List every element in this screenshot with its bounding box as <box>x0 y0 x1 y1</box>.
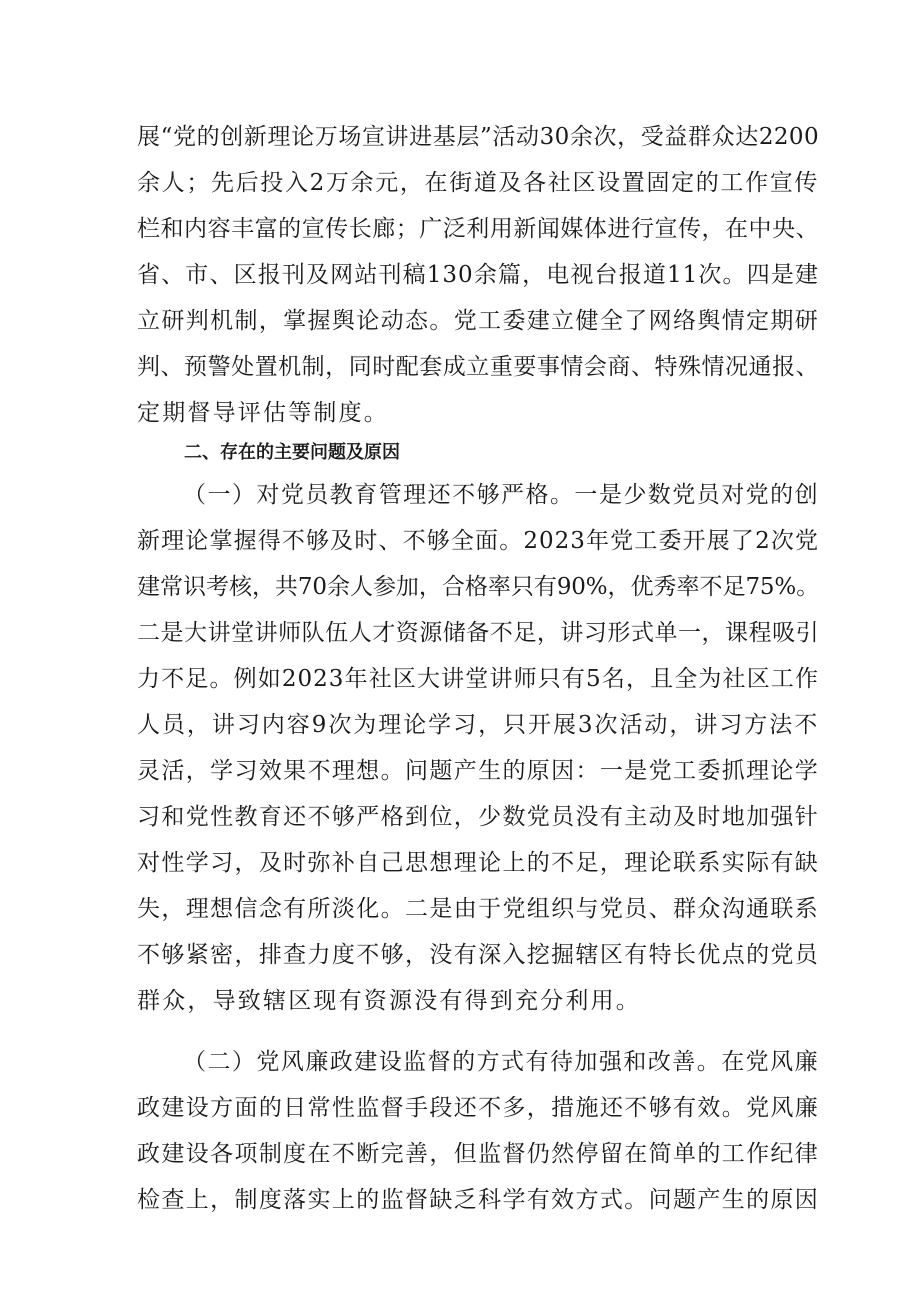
paragraph-2-line-3: 建常识考核，共70余人参加，合格率只有90%，优秀率不足75%。 <box>137 574 819 600</box>
paragraph-2-line-8: 习和党性教育还不够严格到位，少数党员没有主动及时地加强针 <box>137 804 819 830</box>
paragraph-1-line-7: 定期督导评估等制度。 <box>137 400 389 426</box>
paragraph-2-line-9: 对性学习，及时弥补自己思想理论上的不足，理论联系实际有缺 <box>137 850 819 876</box>
paragraph-1-line-1: 展“党的创新理论万场宣讲进基层”活动30余次，受益群众达2200 <box>137 124 819 150</box>
paragraph-2-line-2: 新理论掌握得不够及时、不够全面。2023年党工委开展了2次党 <box>137 528 819 554</box>
paragraph-2-line-10: 失，理想信念有所淡化。二是由于党组织与党员、群众沟通联系 <box>137 896 819 922</box>
paragraph-3-line-2: 政建设方面的日常性监督手段还不多，措施还不够有效。党风廉 <box>137 1095 819 1121</box>
paragraph-2-line-1: （一）对党员教育管理还不够严格。一是少数党员对党的创 <box>183 482 819 508</box>
paragraph-1-line-2: 余人；先后投入2万余元，在街道及各社区设置固定的工作宣传 <box>137 170 819 196</box>
paragraph-1-line-5: 立研判机制，掌握舆论动态。党工委建立健全了网络舆情定期研 <box>137 308 819 334</box>
paragraph-2-line-6: 人员，讲习内容9次为理论学习，只开展3次活动，讲习方法不 <box>137 712 819 738</box>
paragraph-1 <box>137 114 819 436</box>
paragraph-2-line-7: 灵活，学习效果不理想。问题产生的原因：一是党工委抓理论学 <box>137 758 819 784</box>
paragraph-2-line-5: 力不足。例如2023年社区大讲堂讲师只有5名，且全为社区工作 <box>137 666 819 692</box>
paragraph-2-line-4: 二是大讲堂讲师队伍人才资源储备不足，讲习形式单一，课程吸引 <box>137 620 819 646</box>
paragraph-2-line-12: 群众，导致辖区现有资源没有得到充分利用。 <box>137 988 641 1014</box>
paragraph-2-line-11: 不够紧密，排查力度不够，没有深入挖掘辖区有特长优点的党员 <box>137 942 819 968</box>
paragraph-3-line-1: （二）党风廉政建设监督的方式有待加强和改善。在党风廉 <box>183 1049 819 1075</box>
paragraph-3-line-3: 政建设各项制度在不断完善，但监督仍然停留在简单的工作纪律 <box>137 1141 819 1167</box>
paragraph-1-line-3: 栏和内容丰富的宣传长廊；广泛利用新闻媒体进行宣传，在中央、 <box>137 216 819 242</box>
paragraph-3 <box>137 1039 819 1223</box>
paragraph-1-line-6: 判、预警处置机制，同时配套成立重要事情会商、特殊情况通报、 <box>137 354 819 380</box>
paragraph-3-line-4: 检查上，制度落实上的监督缺乏科学有效方式。问题产生的原因 <box>137 1187 819 1213</box>
paragraph-2 <box>137 472 819 1024</box>
section-heading: 二、存在的主要问题及原因 <box>184 442 400 463</box>
paragraph-1-line-4: 省、市、区报刊及网站刊稿130余篇，电视台报道11次。四是建 <box>137 262 819 288</box>
